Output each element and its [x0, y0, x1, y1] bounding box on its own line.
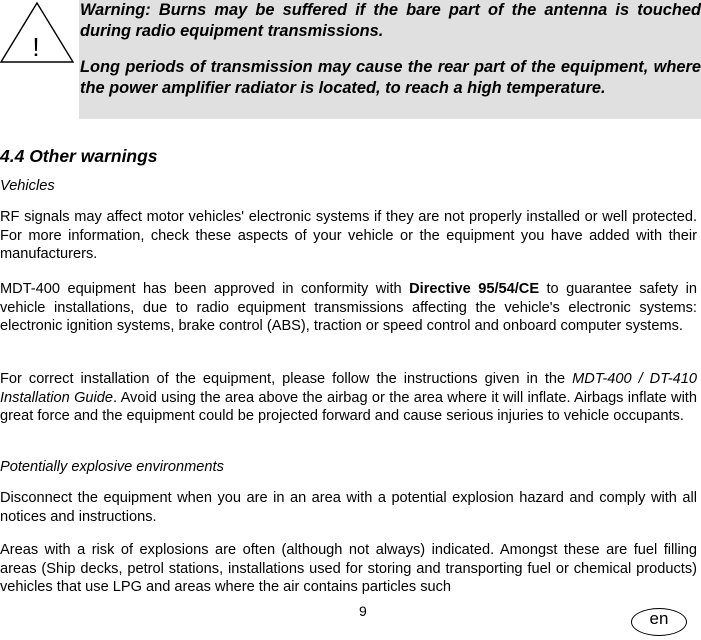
paragraph-rf-signals: RF signals may affect motor vehicles' electronic systems if they are not properly installed or well protected. For more information, check these aspects of your vehicle or the equipment you have added with their manufacturers. [0, 209, 697, 263]
warning-triangle-icon [0, 0, 76, 64]
paragraph-directive-end: to guarantee safety in vehicle installations, due to radio equipment transmissions affecting the vehicle's electronic systems: electronic ignition systems, brake control (ABS), traction or speed control and onboard computer systems. [0, 281, 697, 335]
directive-reference: Directive 95/54/CE [409, 281, 540, 297]
warning-text-temperature: Long periods of transmission may cause the rear part of the equipment, where the power amplifier radiator is located, to reach a high temperature. [80, 58, 701, 97]
warning-text-burns: Warning: Burns may be suffered if the bare part of the antenna is touched during radio equipment transmissions. [80, 1, 701, 40]
paragraph-explosion-areas: Areas with a risk of explosions are often (although not always) indicated. Amongst these are fuel filling areas (Ship decks, petrol stations, installations used for storing and transporting fuel or chemical products) vehicles that use LPG and areas where the air contains particles such [0, 542, 697, 596]
page-number: 9 [359, 603, 367, 619]
paragraph-directive-start: MDT-400 equipment has been approved in conformity with [0, 281, 410, 297]
language-badge: en [631, 608, 687, 636]
paragraph-installation-end: . Avoid using the area above the airbag or the area where it will inflate. Airbags inflate with great force and the equipment could be projected forward and cause serious injuries to vehicle occupants. [0, 389, 697, 425]
subheading-explosive: Potentially explosive environments [0, 459, 224, 475]
paragraph-installation [0, 370, 697, 426]
section-heading: 4.4 Other warnings [0, 146, 158, 166]
subheading-vehicles: Vehicles [0, 178, 55, 194]
warning-symbol: ! [32, 32, 40, 62]
paragraph-disconnect: Disconnect the equipment when you are in an area with a potential explosion hazard and comply with all notices and instructions. [0, 490, 697, 525]
installation-guide-reference: MDT-400 / DT-410 Installation Guide [0, 371, 697, 406]
warning-box [79, 0, 701, 119]
paragraph-directive [0, 280, 697, 336]
paragraph-installation-start: For correct installation of the equipment, please follow the instructions given in the [0, 371, 573, 387]
